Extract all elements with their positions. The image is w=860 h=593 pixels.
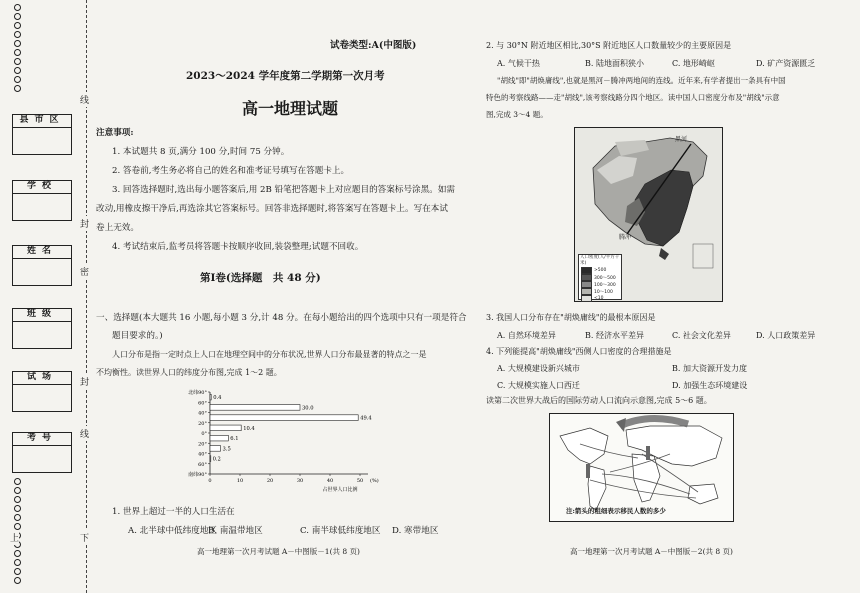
legend-label: <10 [594, 296, 604, 301]
margin-mark: 下 [80, 530, 89, 545]
binding-hole [14, 478, 21, 485]
passage-text: 图,完成 3～4 题。 [486, 110, 548, 119]
exam-name: 2023～2024 学年度第二学期第一次月考 [186, 70, 385, 82]
bar-value-label: 10.4 [243, 425, 255, 432]
legend-entry [579, 295, 621, 302]
legend-swatch [581, 295, 592, 302]
field-exam-number[interactable] [12, 432, 72, 473]
field-name[interactable] [12, 245, 72, 286]
legend-title: 人口密度(人/平方千米) [580, 255, 620, 266]
latitude-population-chart [177, 386, 377, 496]
y-tick-label: 0° [201, 431, 207, 437]
page-footer-right: 高一地理第一次月考试题 A－中图版－2(共 8 页) [570, 547, 733, 556]
q2-option-d[interactable]: D. 矿产资源匮乏 [756, 59, 816, 68]
binding-hole [14, 514, 21, 521]
margin-mark: 上 [10, 530, 19, 545]
y-tick-label: 40° [198, 451, 207, 458]
binding-hole [14, 76, 21, 83]
mc-instructions: 一、选择题(本大题共 16 小题,每小题 3 分,计 48 分。在每小题给出的四个选项中只有一项是符合 [96, 313, 467, 323]
exam-type: 试卷类型:A(中图版) [330, 40, 417, 51]
binding-hole [14, 58, 21, 65]
binding-hole [14, 523, 21, 530]
section-title: 第Ⅰ卷(选择题 共 48 分) [200, 272, 321, 284]
binding-hole [14, 505, 21, 512]
bar [210, 435, 228, 441]
y-tick-label: 南纬90° [188, 472, 207, 478]
field-school[interactable] [12, 180, 72, 221]
binding-hole [14, 550, 21, 557]
binding-hole [14, 40, 21, 47]
bar [210, 446, 221, 452]
notice-item: 2. 答卷前,考生务必将自己的姓名和准考证号填写在答题卡上。 [112, 166, 350, 176]
field-label: 县市区 [13, 114, 71, 128]
q4-option-b[interactable]: B. 加大资源开发力度 [672, 364, 747, 373]
map-legend [578, 254, 622, 300]
q4-option-c[interactable]: C. 大规模实施人口西迁 [497, 381, 580, 390]
q3-option-a[interactable]: A. 自然环境差异 [497, 331, 556, 340]
bar-value-label: 6.1 [230, 436, 239, 443]
binding-hole [14, 13, 21, 20]
binding-strip [0, 0, 100, 593]
field-label: 姓名 [13, 245, 71, 259]
bar-value-label: 49.4 [360, 415, 372, 422]
binding-hole [14, 496, 21, 503]
legend-label: 300～500 [594, 275, 616, 281]
page-title: 高一地理试题 [242, 99, 339, 118]
passage-text: 不均衡性。读世界人口的纬度分布图,完成 1～2 题。 [96, 368, 282, 377]
legend-swatch [581, 274, 592, 281]
q2-option-c[interactable]: C. 地形崎岖 [672, 59, 715, 68]
field-label: 考号 [13, 432, 71, 446]
field-class[interactable] [12, 308, 72, 349]
y-tick-label: 60° [198, 461, 207, 468]
q1-option-a[interactable]: A. 北半球中低纬度地区 [128, 526, 218, 536]
chart-svg [177, 386, 377, 496]
flow-map-svg [550, 414, 733, 521]
binding-hole [14, 487, 21, 494]
bar [210, 425, 241, 431]
question-1: 1. 世界上超过一半的人口生活在 [112, 507, 235, 517]
legend-entry [579, 267, 621, 274]
legend-swatch [581, 267, 592, 274]
flow-map-note: 注:箭头的粗细表示移民人数的多少 [566, 507, 666, 515]
bar [210, 415, 358, 421]
margin-mark: 密 [80, 264, 89, 279]
q4-option-a[interactable]: A. 大规模建设新兴城市 [497, 364, 580, 373]
bar-value-label: 0.2 [212, 456, 221, 463]
labor-migration-map [549, 413, 734, 522]
binding-hole [14, 22, 21, 29]
binding-hole [14, 49, 21, 56]
binding-hole [14, 559, 21, 566]
x-tick-label: 0 [208, 478, 212, 484]
q1-option-c[interactable]: C. 南半球低纬度地区 [300, 526, 381, 536]
passage-text: "胡线"即"胡焕庸线",也就是黑河－腾冲两地间的连线。近年来,有学者提出一条具有中国 [497, 76, 786, 85]
q4-option-d[interactable]: D. 加强生态环境建设 [672, 381, 748, 390]
question-4: 4. 下列能提高"胡焕庸线"西侧人口密度的合理措施是 [486, 347, 672, 356]
page-footer-left: 高一地理第一次月考试题 A－中图版－1(共 8 页) [197, 547, 360, 556]
x-tick-label: 50 [356, 478, 364, 484]
binding-hole [14, 577, 21, 584]
bar-value-label: 3.5 [222, 446, 231, 453]
margin-mark: 线 [80, 426, 89, 441]
binding-hole [14, 85, 21, 92]
legend-entry [579, 274, 621, 281]
field-label: 学校 [13, 180, 71, 194]
notice-item: 卷上无效。 [96, 223, 139, 233]
binding-hole [14, 568, 21, 575]
cut-line [86, 0, 87, 593]
field-label: 试场 [13, 371, 71, 385]
legend-entry [579, 288, 621, 295]
bar [210, 394, 211, 400]
passage-text: 读第二次世界大战后的国际劳动人口流向示意图,完成 5～6 题。 [486, 396, 712, 405]
x-tick-label: 20 [266, 478, 274, 484]
legend-entry [579, 281, 621, 288]
x-tick-label: 10 [236, 478, 244, 484]
q3-option-d[interactable]: D. 人口政策差异 [756, 331, 816, 340]
margin-mark: 封 [80, 216, 89, 231]
legend-swatch [581, 281, 592, 288]
q2-option-a[interactable]: A. 气候干热 [497, 59, 540, 68]
q2-option-b[interactable]: B. 陆地面积狭小 [585, 59, 644, 68]
bar-value-label: 30.0 [302, 405, 314, 412]
legend-label: 10～100 [594, 289, 613, 295]
binding-hole [14, 31, 21, 38]
notice-item: 改动,用橡皮擦干净后,再选涂其它答案标号。回答非选择题时,将答案写在答题卡上。写在本试 [96, 204, 448, 214]
q1-option-d[interactable]: D. 寒带地区 [392, 526, 439, 536]
mc-instructions: 题目要求的。) [112, 331, 163, 341]
passage-text: 特色的考察线路——走"胡线",该考察线路分四个地区。读中国人口密度分布及"胡线"示意 [486, 93, 780, 102]
y-tick-label: 20° [198, 420, 207, 427]
notice-item: 3. 回答选择题时,选出每小题答案后,用 2B 铅笔把答题卡上对应题目的答案标号涂黑。如需 [112, 185, 456, 195]
binding-hole [14, 67, 21, 74]
y-tick-label: 20° [198, 441, 207, 448]
x-unit: (%) [370, 478, 379, 484]
x-tick-label: 30 [296, 478, 304, 484]
legend-label: >500 [594, 268, 607, 273]
x-tick-label: 40 [326, 478, 334, 484]
notice-item: 1. 本试题共 8 页,满分 100 分,时间 75 分钟。 [112, 147, 290, 157]
question-3: 3. 我国人口分布存在"胡焕庸线"的最根本原因是 [486, 313, 656, 322]
field-label: 班级 [13, 308, 71, 322]
passage-text: 人口分布是指一定时点上人口在地理空间中的分布状况,世界人口分布最显著的特点之一是 [112, 350, 427, 359]
field-exam-room[interactable] [12, 371, 72, 412]
notice-item: 4. 考试结束后,监考员将答题卡按顺序收回,装袋整理;试题不回收。 [112, 242, 364, 252]
x-axis-title: 占世界人口比例 [322, 487, 358, 493]
margin-mark: 封 [80, 374, 89, 389]
binding-hole [14, 4, 21, 11]
map-label-tengchong: 腾冲 [619, 234, 632, 241]
q1-option-b[interactable]: B. 南温带地区 [208, 526, 263, 536]
q3-option-c[interactable]: C. 社会文化差异 [672, 331, 731, 340]
y-tick-label: 北纬90° [188, 390, 207, 396]
notice-heading: 注意事项: [96, 128, 134, 138]
margin-mark: 线 [80, 92, 89, 107]
q3-option-b[interactable]: B. 经济水平差异 [585, 331, 644, 340]
field-county[interactable] [12, 114, 72, 155]
bar-value-label: 0.4 [213, 395, 222, 402]
legend-label: 100～300 [594, 282, 616, 288]
question-2: 2. 与 30°N 附近地区相比,30°S 附近地区人口数量较少的主要原因是 [486, 41, 732, 50]
legend-swatch [581, 288, 592, 295]
y-tick-label: 40° [198, 410, 207, 417]
map-label-heihe: 黑河 [675, 136, 688, 143]
binding-holes-top [14, 4, 26, 94]
bar [210, 456, 211, 462]
bar [210, 405, 300, 411]
legend-rows [579, 267, 621, 302]
china-population-map [574, 127, 723, 302]
y-tick-label: 60° [198, 400, 207, 407]
